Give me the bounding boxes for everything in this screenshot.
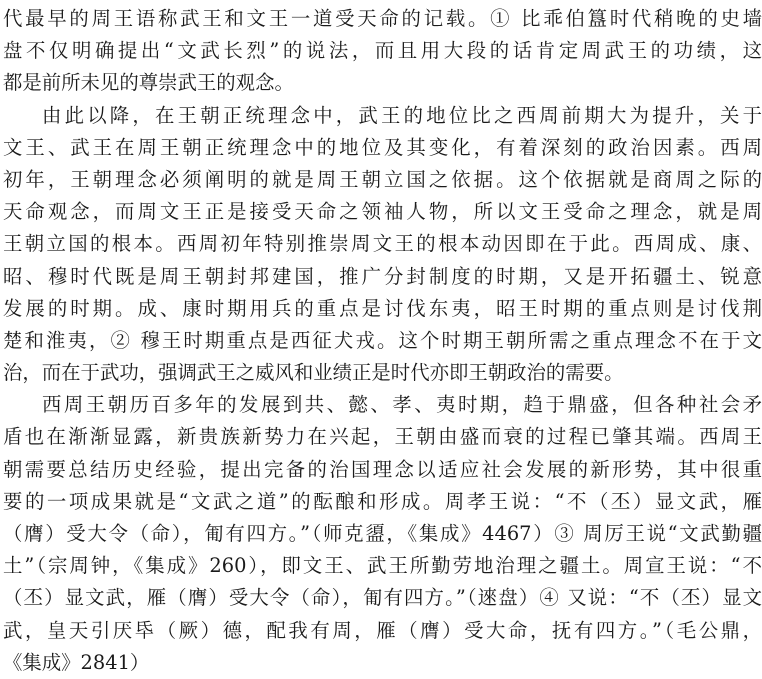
text-line: （丕）显文武，雁（膺）受大令（命），匍有四方。”（逨盘）④ 又说：“不（丕）显文 xyxy=(3,586,762,610)
paragraph-2 xyxy=(3,100,762,390)
paragraph-1 xyxy=(3,3,762,100)
text-line: 王朝立国的根本。西周初年特别推崇周文王的根本动因即在于此。西周成、康、 xyxy=(3,232,762,256)
text-line: 治，而在于武功，强调武王之威风和业绩正是时代亦即王朝政治的需要。 xyxy=(3,361,624,385)
text-line: 发展的时期。成、康时期用兵的重点是讨伐东夷，昭王时期的重点则是讨伐荆 xyxy=(3,296,762,320)
text-line: 文王、武王在周王朝正统理念中的地位及其变化，有着深刻的政治因素。西周 xyxy=(3,135,762,159)
text-line: 武，皇天引厌氒（厥）德，配我有周，雁（膺）受大命，抚有四方。”（毛公鼎， xyxy=(3,618,762,642)
text-line: 天命观念，而周文王正是接受天命之领袖人物，所以文王受命之理念，就是周 xyxy=(3,200,762,224)
text-line: 代最早的周王语称武王和文王一道受天命的记载。① 比乖伯簋时代稍晚的史墙 xyxy=(3,7,762,30)
text-line: （膺）受大令（命），匍有四方。”（师克盨，《集成》4467）③ 周厉王说“文武勤疆 xyxy=(3,522,762,545)
text-line: 初年，王朝理念必须阐明的就是周王朝立国之依据。这个依据就是商周之际的 xyxy=(3,167,762,191)
text-line: 土”（宗周钟，《集成》260），即文王、武王所勤劳地治理之疆土。周宣王说：“不 xyxy=(3,554,762,578)
text-line: 楚和淮夷，② 穆王时期重点是西征犬戎。这个时期王朝所需之重点理念不在于文 xyxy=(3,328,762,352)
text-line: 朝需要总结历史经验，提出完备的治国理念以适应社会发展的新形势，其中很重 xyxy=(3,457,762,481)
text-line: 昭、穆时代既是周王朝封邦建国，推广分封制度的时期，又是开拓疆土、锐意 xyxy=(3,264,762,288)
text-line: 要的一项成果就是“文武之道”的酝酿和形成。周孝王说：“不（丕）显文武，雁 xyxy=(3,489,762,513)
text-line: 都是前所未见的尊崇武王的观念。 xyxy=(3,71,294,95)
text-line: 由此以降，在王朝正统理念中，武王的地位比之西周前期大为提升，关于 xyxy=(42,103,762,127)
paragraph-3 xyxy=(3,389,762,679)
text-line: 西周王朝历百多年的发展到共、懿、孝、夷时期，趋于鼎盛，但各种社会矛 xyxy=(42,393,762,417)
text-line: 盘不仅明确提出“文武长烈”的说法，而且用大段的话肯定周武王的功绩，这 xyxy=(3,39,762,63)
text-line: 盾也在渐渐显露，新贵族新势力在兴起，王朝由盛而衰的过程已肇其端。西周王 xyxy=(3,425,762,449)
text-line: 《集成》2841） xyxy=(3,650,150,674)
